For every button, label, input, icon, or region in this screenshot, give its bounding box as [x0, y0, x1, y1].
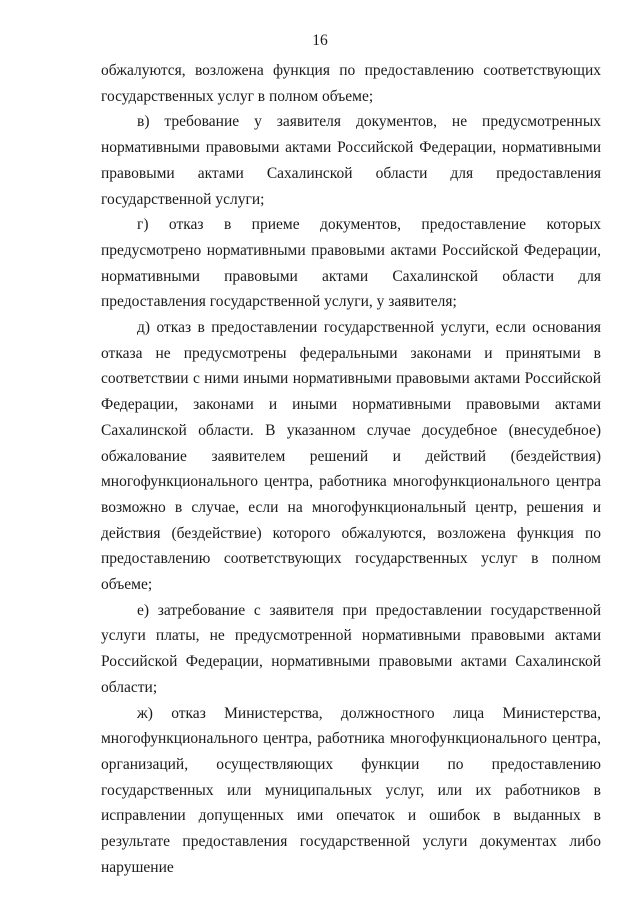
paragraph-item-g: г) отказ в приеме документов, предоставление которых предусмотрено нормативными правовыми актами Российской Федерации, нормативными правовыми актами Сахалинской области для предоставления государственной услуги, у заявителя; — [101, 216, 601, 311]
page-number: 16 — [312, 32, 328, 49]
paragraph-item-d: д) отказ в предоставлении государственной услуги, если основания отказа не предусмотрены федеральными законами и принятыми в соответствии с ними иными нормативными правовыми актами Российской Федерации, законами и иными нормативными правовыми актами Сахалинской области. В указанном случае досудебное (внесудебное) обжалование заявителем решений и действий (бездействия) многофункционального центра, работника многофункционального центра возможно в случае, если на многофункциональный центр, решения и действия (бездействие) которого обжалуются, возложена функция по предоставлению соответствующих государственных услуг в полном объеме; — [101, 319, 601, 594]
paragraph-item-zh: ж) отказ Министерства, должностного лица Министерства, многофункционального центра, работника многофункционального центра, организаций, осуществляющих функции по предоставлению государственных или муниципальных услуг, или их работников в исправлении допущенных ими опечаток и ошибок в выданных в результате предоставления государственной услуги документах либо нарушение — [101, 704, 601, 876]
paragraph-item-e: е) затребование с заявителя при предоставлении государственной услуги платы, не предусмотренной нормативными правовыми актами Российской Федерации, нормативными правовыми актами Сахалинской области; — [101, 601, 601, 696]
page-body — [101, 58, 601, 881]
paragraph-item-v: в) требование у заявителя документов, не предусмотренных нормативными правовыми актами Российской Федерации, нормативными правовыми актами Сахалинской области для предоставления государственной услуги; — [101, 113, 601, 208]
paragraph-continuation: обжалуются, возложена функция по предоставлению соответствующих государственных услуг в полном объеме; — [101, 62, 601, 105]
